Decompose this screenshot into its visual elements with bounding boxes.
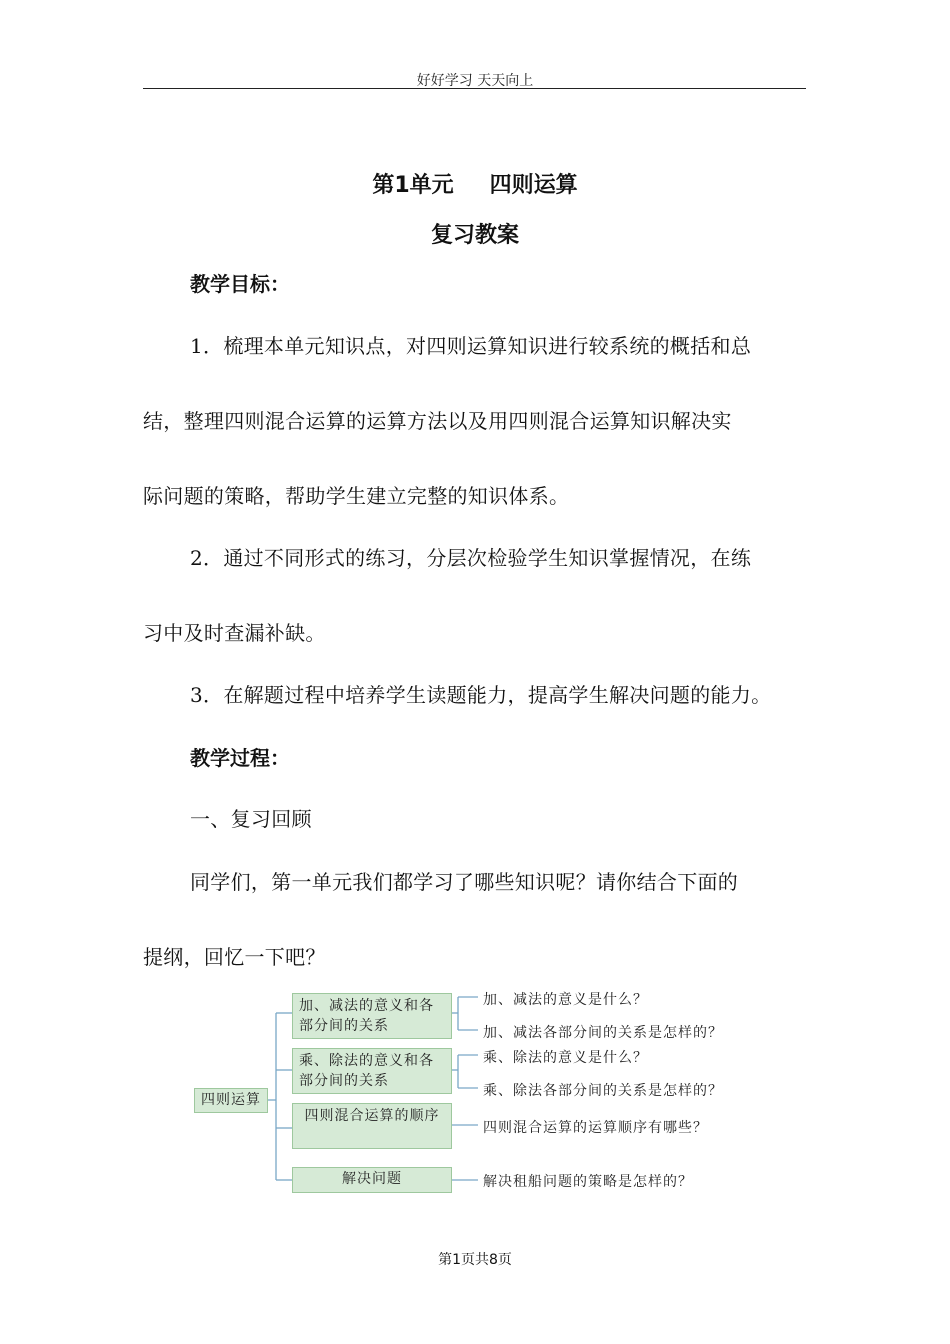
document-subtitle: 复习教案	[430, 223, 519, 248]
mindmap-question: 乘、除法各部分间的关系是怎样的？	[483, 1083, 723, 1099]
mindmap	[190, 985, 770, 1200]
topic-title: 四则运算	[489, 173, 578, 198]
mindmap-root: 四则运算	[194, 1088, 268, 1113]
goal-line: 3．在解题过程中培养学生读题能力，提高学生解决问题的能力。	[190, 683, 772, 707]
mindmap-question: 加、减法的意义是什么？	[483, 992, 648, 1008]
mindmap-branch: 加、减法的意义和各部分间的关系	[292, 993, 452, 1039]
process-line: 提纲，回忆一下吧？	[143, 945, 326, 969]
mindmap-question: 乘、除法的意义是什么？	[483, 1050, 648, 1066]
document-title	[0, 168, 950, 199]
mindmap-question: 四则混合运算的运算顺序有哪些？	[483, 1120, 708, 1136]
goal-line: 习中及时查漏补缺。	[143, 621, 326, 645]
goals-heading: 教学目标：	[190, 272, 290, 296]
mindmap-branch: 四则混合运算的顺序	[292, 1103, 452, 1149]
process-heading: 教学过程：	[190, 746, 290, 770]
process-line: 同学们，第一单元我们都学习了哪些知识呢？请你结合下面的	[190, 870, 739, 894]
mindmap-branch: 乘、除法的意义和各部分间的关系	[292, 1048, 452, 1094]
goal-line: 2．通过不同形式的练习，分层次检验学生知识掌握情况，在练	[190, 546, 752, 570]
mindmap-question: 解决租船问题的策略是怎样的？	[483, 1174, 693, 1190]
page-footer: 第1页共8页	[438, 1252, 512, 1268]
section-heading: 一、复习回顾	[190, 807, 312, 831]
goal-line: 结，整理四则混合运算的运算方法以及用四则混合运算知识解决实	[143, 409, 732, 433]
unit-title: 第1单元	[372, 173, 454, 198]
goal-line: 际问题的策略，帮助学生建立完整的知识体系。	[143, 484, 570, 508]
mindmap-question: 加、减法各部分间的关系是怎样的？	[483, 1025, 723, 1041]
page-header: 好好学习 天天向上	[416, 73, 534, 89]
goal-line: 1．梳理本单元知识点，对四则运算知识进行较系统的概括和总	[190, 334, 752, 358]
mindmap-branch: 解决问题	[292, 1167, 452, 1193]
header-divider	[143, 88, 806, 89]
